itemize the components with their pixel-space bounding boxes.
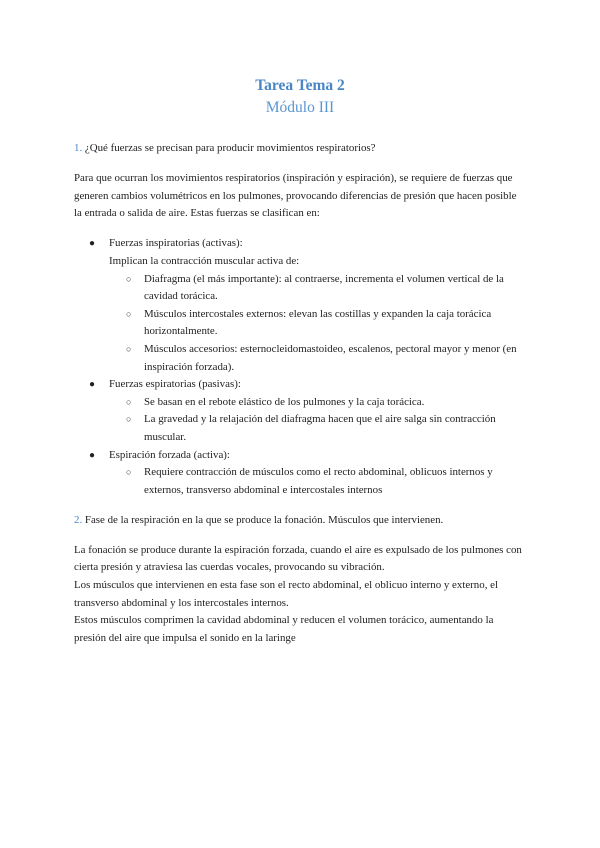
sub-list-item: ○ La gravedad y la relajación del diafragma hacen que el aire salga sin contracción muscular. — [126, 413, 496, 443]
circle-bullet-icon: ○ — [126, 343, 132, 354]
circle-bullet-icon: ○ — [126, 467, 132, 478]
sub-list-item: ○ Se basan en el rebote elástico de los pulmones y la caja torácica. — [109, 394, 526, 412]
question-1 — [74, 140, 526, 158]
group-label: Fuerzas inspiratorias (activas): — [109, 237, 243, 250]
document-title: Tarea Tema 2 — [255, 77, 345, 94]
list-item — [74, 235, 526, 376]
sub-list — [109, 394, 526, 447]
answer-1-intro: Para que ocurran los movimientos respiratorios (inspiración y espiración), se requiere de fuerzas que generen cambios volumétricos en los pulmones, provocando diferencias de presión que hacen posible la entrada o salida de aire. Estas fuerzas se clasifican en: — [74, 172, 517, 220]
document-subtitle: Módulo III — [265, 99, 335, 116]
question-1-text: ¿Qué fuerzas se precisan para producir movimientos respiratorios? — [82, 142, 376, 154]
list-item — [74, 447, 526, 500]
circle-bullet-icon: ○ — [126, 396, 132, 407]
answer-2-paragraph: Los músculos que intervienen en esta fase son el recto abdominal, el oblicuo interno y externo, el transverso abdominal y los intercostales internos. — [74, 579, 499, 609]
sub-list — [109, 464, 526, 499]
sub-list-item: ○ Músculos accesorios: esternocleidomastoideo, escalenos, pectoral mayor y menor (en inspiración forzada). — [126, 342, 517, 373]
group-label: Fuerzas espiratorias (pasivas): — [109, 378, 241, 391]
circle-bullet-icon: ○ — [126, 308, 132, 319]
bullet-icon: ● — [89, 379, 96, 391]
group-note: Implican la contracción muscular activa de: — [109, 254, 300, 267]
question-1-number: 1. — [74, 142, 83, 154]
document-body — [74, 140, 526, 647]
bullet-icon: ● — [89, 238, 96, 250]
question-2-number: 2. — [74, 513, 83, 526]
sub-list-item: ○ Requiere contracción de músculos como el recto abdominal, oblicuos internos y externos, transverso abdominal e intercostales internos — [126, 466, 493, 496]
sub-list-item: ○ Diafragma (el más importante): al contraerse, incrementa el volumen vertical de la cavidad torácica. — [126, 272, 504, 303]
sub-list — [109, 271, 526, 377]
bullet-icon: ● — [89, 449, 96, 461]
question-2 — [74, 512, 526, 530]
title-block — [0, 76, 600, 119]
list-item — [74, 376, 526, 446]
question-2-text: Fase de la respiración en la que se produce la fonación. Músculos que intervienen. — [82, 513, 444, 526]
group-label: Espiración forzada (activa): — [109, 448, 230, 461]
sub-list-item: ○ Músculos intercostales externos: elevan las costillas y expanden la caja torácica horizontalmente. — [126, 307, 492, 338]
circle-bullet-icon: ○ — [126, 273, 132, 284]
answer-2-paragraph: Estos músculos comprimen la cavidad abdominal y reducen el volumen torácico, aumentando la presión del aire que impulsa el sonido en la laringe — [74, 614, 494, 644]
circle-bullet-icon: ○ — [126, 414, 132, 425]
answer-2-paragraph: La fonación se produce durante la espiración forzada, cuando el aire es expulsado de los pulmones con cierta presión y atraviesa las cuerdas vocales, provocando su vibración. — [74, 543, 522, 574]
forces-list — [74, 235, 526, 499]
